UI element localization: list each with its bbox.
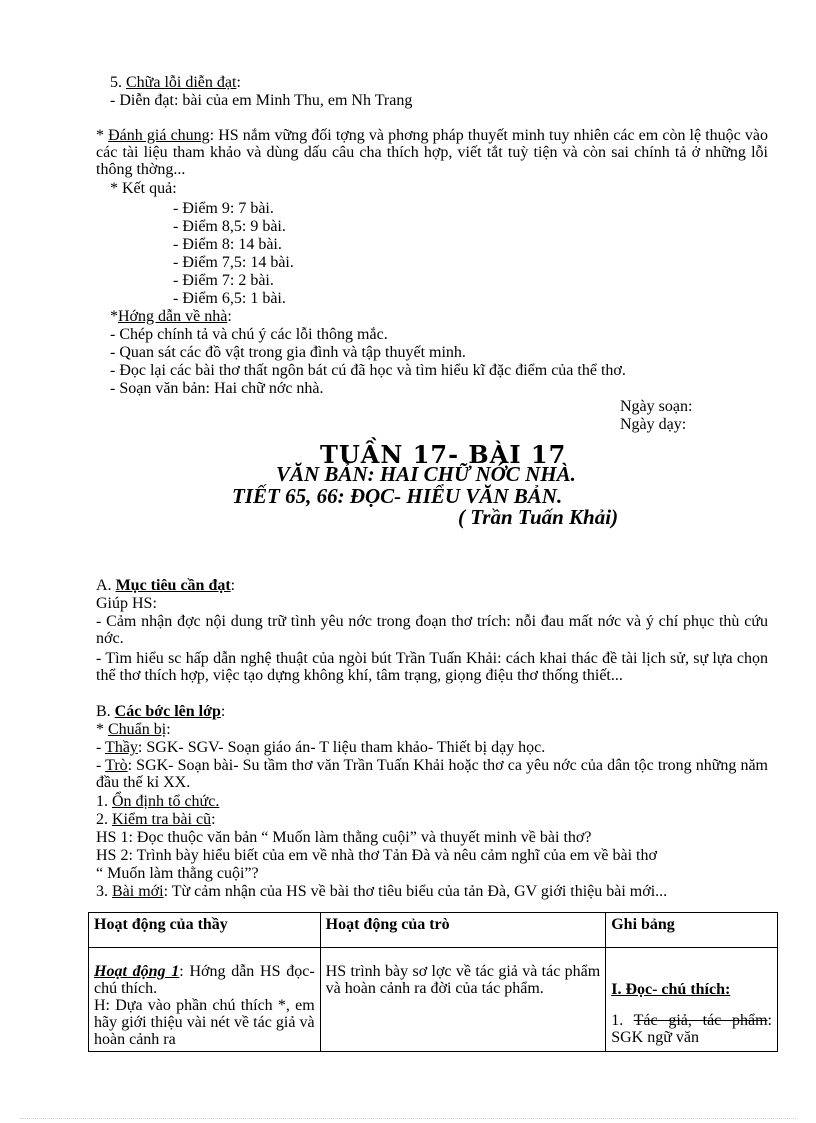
board-heading: I. Đọc- chú thích: bbox=[611, 981, 731, 998]
objectives-intro: Giúp HS: bbox=[96, 595, 157, 612]
result-item: - Điểm 9: 7 bài. bbox=[173, 200, 274, 217]
lesson-text-title: VĂN BẢN: HAI CHỮ NỚC NHÀ. bbox=[276, 462, 576, 486]
step-2: 2. Kiểm tra bài cũ: bbox=[96, 811, 216, 828]
teacher-activity-cell bbox=[89, 948, 321, 1052]
date-day: Ngày dạy: bbox=[620, 416, 687, 433]
objective-item-1: - Cảm nhận đợc nội dung trữ tình yêu nớc trong đoạn thơ trích: nỗi đau mất nớc và ý chí phục thù cứu nớc. bbox=[96, 613, 768, 647]
homework-item: - Chép chính tả và chú ý các lỗi thông mắc. bbox=[110, 326, 388, 343]
result-item: - Điểm 8,5: 9 bài. bbox=[173, 218, 286, 235]
header-board-notes: Ghi bảng bbox=[606, 913, 778, 948]
homework-item: - Đọc lại các bài thơ thất ngôn bát cú đã học và tìm hiểu kĩ đặc điểm của thể thơ. bbox=[110, 362, 626, 379]
student-activity-cell bbox=[320, 948, 606, 1052]
prep-teacher: - Thầy: SGK- SGV- Soạn giáo án- T liệu tham khảo- Thiết bị dạy học. bbox=[96, 739, 546, 756]
objective-item-2: - Tìm hiểu sc hấp dẫn nghệ thuật của ngòi bút Trần Tuấn Khải: cách khai thác đề tài lịch sử, sự lựa chọn thể thơ thích hợp, việc tạo dựng không khí, tâm trạng, giọng điệu thơ thống thiết... bbox=[96, 650, 768, 684]
section5-heading: 5. Chữa lỗi diễn đạt: bbox=[110, 74, 241, 91]
objectives-heading: A. Mục tiêu cần đạt: bbox=[96, 577, 236, 594]
result-item: - Điểm 7: 2 bài. bbox=[173, 272, 274, 289]
result-item: - Điểm 8: 14 bài. bbox=[173, 236, 282, 253]
student-activity-1: HS trình bày sơ lợc về tác giả và tác phẩm và hoàn cảnh ra đời của tác phẩm. bbox=[325, 963, 601, 997]
prep-student: - Trò: SGK- Soạn bài- Su tầm thơ văn Trần Tuấn Khải hoặc thơ ca yêu nớc của dân tộc trong những năm đầu thế kỉ XX. bbox=[96, 757, 768, 791]
table-row bbox=[89, 948, 778, 1052]
board-notes-cell bbox=[606, 948, 778, 1052]
result-item: - Điểm 6,5: 1 bài. bbox=[173, 290, 286, 307]
lesson-week-title: TUẦN 17- BÀI 17 bbox=[320, 440, 567, 469]
homework-item: - Quan sát các đồ vật trong gia đình và tập thuyết minh. bbox=[110, 344, 466, 361]
page-bottom-rule bbox=[20, 1118, 796, 1119]
board-item: 1. Tác giả, tác phẩm: SGK ngữ văn bbox=[611, 1012, 772, 1046]
date-soan: Ngày soạn: bbox=[620, 398, 693, 415]
result-item: - Điểm 7,5: 14 bài. bbox=[173, 254, 294, 271]
check-hs1: HS 1: Đọc thuộc văn bản “ Muốn làm thằng cuội” và thuyết minh về bài thơ? bbox=[96, 829, 592, 846]
prep-heading: * Chuẩn bị: bbox=[96, 721, 171, 738]
section5-line: - Diễn đạt: bài của em Minh Thu, em Nh Trang bbox=[110, 92, 413, 109]
table-header-row bbox=[89, 913, 778, 948]
homework-heading: *Hớng dẫn về nhà: bbox=[110, 308, 232, 325]
step-3: 3. Bài mới: Từ cảm nhận của HS về bài thơ tiêu biểu của tản Đà, GV giới thiệu bài mới... bbox=[96, 883, 668, 900]
step-1: 1. Ổn định tổ chức. bbox=[96, 793, 220, 810]
teacher-question: H: Dựa vào phần chú thích *, em hãy giới thiệu vài nét về tác giả và hoàn cảnh ra bbox=[94, 997, 315, 1048]
lesson-author: ( Trần Tuấn Khải) bbox=[458, 505, 619, 529]
check-hs2-cont: “ Muốn làm thằng cuội”? bbox=[96, 865, 259, 882]
homework-item: - Soạn văn bản: Hai chữ nớc nhà. bbox=[110, 380, 324, 397]
teacher-activity-1: Hoạt động 1: Hớng dẫn HS đọc- chú thích. bbox=[94, 963, 315, 997]
lesson-activity-table bbox=[88, 912, 778, 1052]
results-heading: * Kết quả: bbox=[110, 180, 177, 197]
lesson-period-title: TIẾT 65, 66: ĐỌC- HIỂU VĂN BẢN. bbox=[232, 484, 563, 508]
steps-heading: B. Các bớc lên lớp: bbox=[96, 703, 226, 720]
evaluation-paragraph: * Đánh giá chung: HS nắm vững đối tợng và phơng pháp thuyết minh tuy nhiên các em còn lệ thuộc vào các tài liệu tham khảo và dùng dấu câu cha thích hợp, viết tắt tuỳ tiện và còn sai chính tả ở những lỗi thông thờng... bbox=[96, 127, 768, 178]
header-student-activity: Hoạt động của trò bbox=[320, 913, 606, 948]
check-hs2: HS 2: Trình bày hiểu biết của em về nhà thơ Tản Đà và nêu cảm nghĩ của em về bài thơ bbox=[96, 847, 657, 864]
header-teacher-activity: Hoạt động của thầy bbox=[89, 913, 321, 948]
